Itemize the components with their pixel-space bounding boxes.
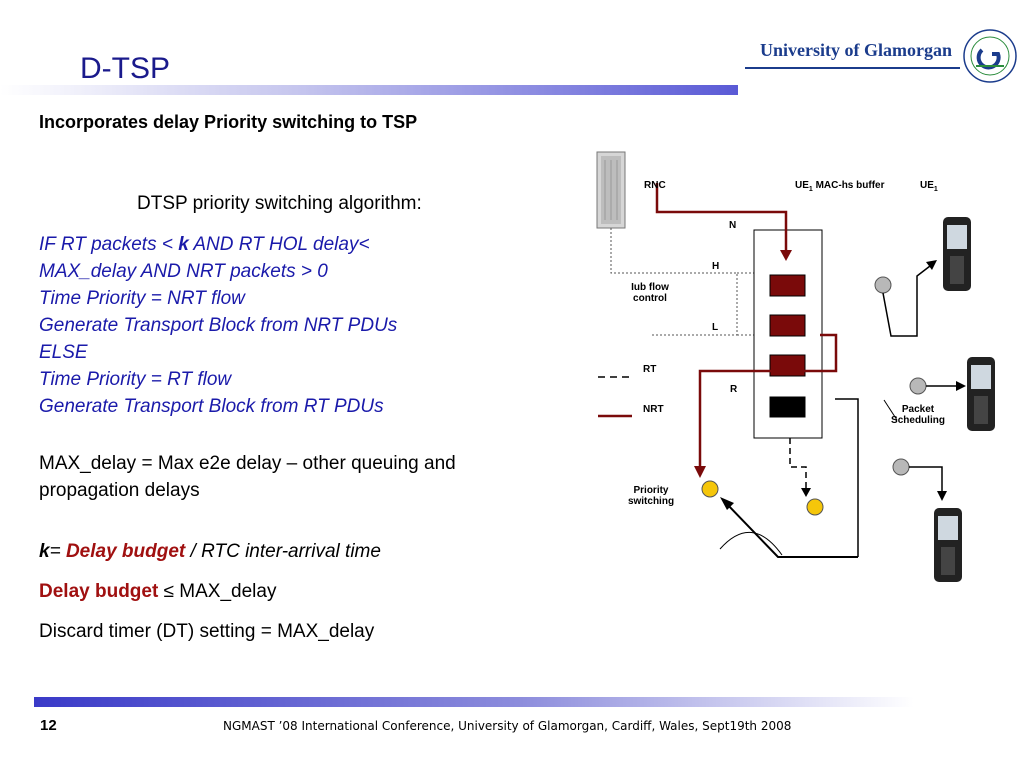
- if-prefix: IF RT packets <: [39, 234, 179, 255]
- mobile-phone-icon: [934, 508, 962, 582]
- slide-subtitle: Incorporates delay Priority switching to TSP: [39, 112, 418, 132]
- priority-switch-node: [702, 481, 718, 497]
- l-label: L: [712, 322, 719, 333]
- k-symbol: k: [178, 234, 189, 255]
- delay-budget-term: Delay budget: [39, 581, 159, 602]
- delay-budget-rest: ≤ MAX_delay: [158, 581, 277, 602]
- nrt-packet-block: [770, 275, 805, 296]
- discard-timer-definition: Discard timer (DT) setting = MAX_delay: [39, 621, 375, 642]
- delay-budget-term: Delay budget: [65, 541, 186, 562]
- iub-flow-control-label: [618, 282, 682, 304]
- algorithm-line: Time Priority = NRT flow: [39, 288, 245, 309]
- rt-switch-node: [807, 499, 823, 515]
- ue-buffer-prefix: UE: [795, 180, 809, 191]
- h-label: H: [712, 261, 720, 272]
- nrt-packet-block: [770, 315, 805, 336]
- rnc-server-icon: [597, 152, 625, 228]
- ue-buffer-subscript: 1: [808, 186, 813, 193]
- slide-title: D-TSP: [80, 52, 170, 85]
- ue-label: [920, 180, 938, 193]
- nrt-legend-label: NRT: [643, 404, 664, 415]
- if-suffix: AND RT HOL delay<: [188, 234, 370, 255]
- r-label: R: [730, 384, 738, 395]
- priority-switching-label: [616, 485, 686, 507]
- algorithm-heading: DTSP priority switching algorithm:: [137, 193, 422, 214]
- packet-line-1: Packet: [901, 404, 935, 415]
- priority-line-2: switching: [627, 496, 675, 507]
- mobile-phone-icon: [943, 217, 971, 291]
- algorithm-line: MAX_delay AND NRT packets > 0: [39, 261, 328, 282]
- footer-divider-bar: [34, 697, 914, 707]
- rt-packet-block: [770, 397, 805, 417]
- iub-line-2: control: [633, 293, 667, 304]
- k-definition-rest: / RTC inter-arrival time: [185, 541, 381, 562]
- k-equals: =: [49, 541, 66, 562]
- k-symbol: k: [39, 541, 50, 562]
- packet-line-2: Scheduling: [891, 415, 945, 426]
- rt-legend-label: RT: [643, 364, 657, 375]
- algorithm-line: Time Priority = RT flow: [39, 369, 232, 390]
- nrt-packet-block: [770, 355, 805, 376]
- n-label: N: [729, 220, 737, 231]
- algorithm-line: ELSE: [39, 342, 88, 363]
- footer-text: NGMAST ’08 International Conference, University of Glamorgan, Cardiff, Wales, Sept19th 2008: [223, 719, 792, 733]
- page-number: 12: [40, 717, 57, 734]
- iub-line-1: Iub flow: [631, 282, 669, 293]
- max-delay-definition: MAX_delay = Max e2e delay – other queuing and: [39, 453, 456, 474]
- packet-scheduling-label: [880, 404, 956, 426]
- priority-line-1: Priority: [633, 485, 669, 496]
- rnc-label: RNC: [644, 180, 666, 191]
- ue-link-node: [875, 277, 891, 293]
- ue-link-node: [910, 378, 926, 394]
- ue-link-node: [893, 459, 909, 475]
- max-delay-definition-cont: propagation delays: [39, 480, 200, 501]
- university-name: University of Glamorgan: [760, 40, 952, 60]
- ue-buffer-suffix: MAC-hs buffer: [812, 180, 885, 191]
- ue-subscript: 1: [933, 186, 938, 193]
- ue-prefix: UE: [920, 180, 934, 191]
- ue-buffer-label: [795, 180, 884, 193]
- algorithm-line: Generate Transport Block from NRT PDUs: [39, 315, 398, 336]
- algorithm-line: Generate Transport Block from RT PDUs: [39, 396, 384, 417]
- mobile-phone-icon: [967, 357, 995, 431]
